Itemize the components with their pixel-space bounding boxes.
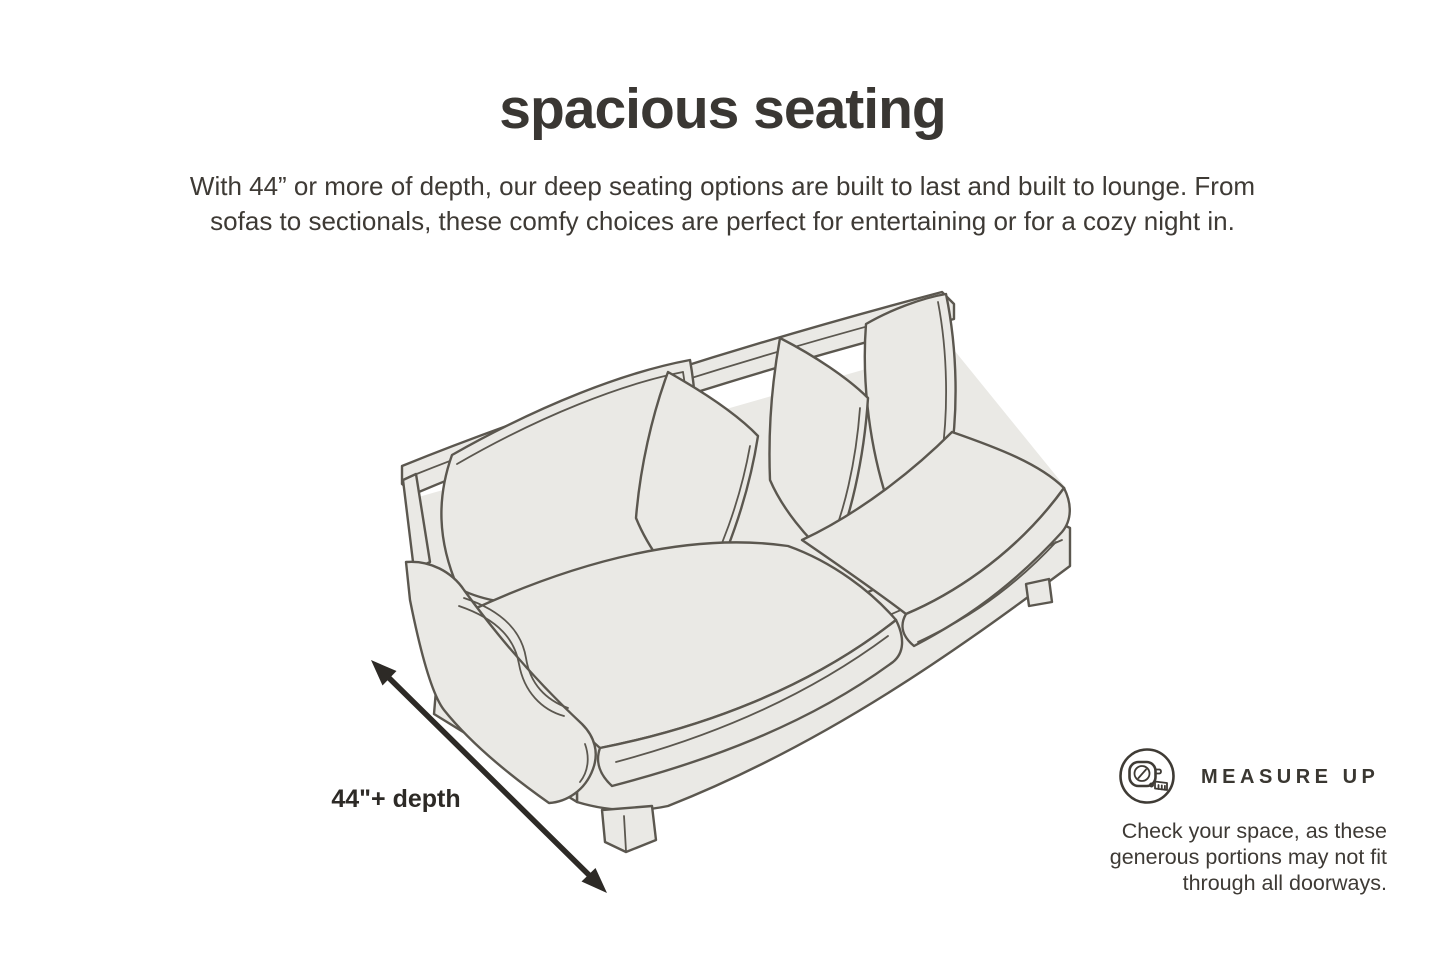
- measure-up-line-3: through all doorways.: [1182, 871, 1387, 895]
- measure-up-text: [1095, 818, 1387, 896]
- intro-line-1: With 44” or more of depth, our deep seating options are built to last and built to lounge. From: [189, 171, 1256, 201]
- tape-measure-icon: [1115, 745, 1179, 809]
- measure-up-heading: MEASURE UP: [1201, 765, 1380, 788]
- sofa-foot-right: [1026, 579, 1052, 606]
- depth-label: 44"+ depth: [331, 785, 461, 813]
- measure-up-line-1: Check your space, as these: [1121, 819, 1387, 843]
- measure-up-line-2: generous portions may not fit: [1109, 845, 1387, 869]
- page-title: spacious seating: [499, 77, 946, 141]
- intro-line-2: sofas to sectionals, these comfy choices are perfect for entertaining or for a cozy night in.: [210, 206, 1235, 236]
- measure-up-header: [1095, 745, 1387, 809]
- measure-up-section: [1095, 745, 1387, 896]
- sofa-foot-front: [602, 806, 656, 852]
